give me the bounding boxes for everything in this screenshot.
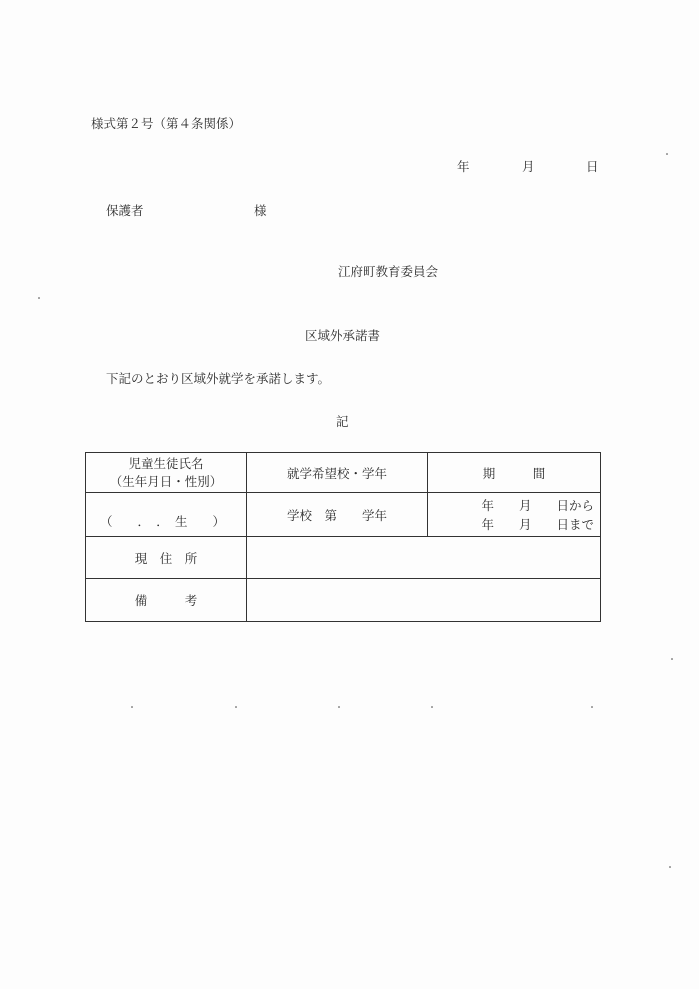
ki-label: 記 <box>336 414 349 429</box>
header-period: 期 間 <box>482 465 546 481</box>
table-header-row <box>86 453 601 493</box>
scan-speck <box>669 866 671 868</box>
document-title: 区域外承諾書 <box>305 328 381 343</box>
header-student-name: 児童生徒氏名 <box>128 455 204 471</box>
addressee-label: 保護者 <box>106 203 144 218</box>
date-month-label: 月 <box>522 159 535 174</box>
header-period-cell <box>428 453 601 493</box>
address-label: 現 住 所 <box>134 550 198 566</box>
scan-speck <box>338 706 340 708</box>
form-number: 様式第２号（第４条関係） <box>91 116 242 131</box>
period-cell[interactable] <box>428 493 601 537</box>
issuer-name: 江府町教育委員会 <box>338 264 439 279</box>
scan-speck <box>671 658 673 660</box>
remarks-label-cell <box>86 579 247 622</box>
address-row <box>86 537 601 579</box>
remarks-row <box>86 579 601 622</box>
student-birth-cell[interactable] <box>86 493 247 537</box>
scan-speck <box>431 706 433 708</box>
remarks-value-cell[interactable] <box>247 579 601 622</box>
birth-placeholder: （ ． ． 生 ） <box>100 514 226 529</box>
header-student-name-cell <box>86 453 247 493</box>
date-day-label: 日 <box>586 159 599 174</box>
address-label-cell <box>86 537 247 579</box>
school-grade-placeholder: 学校 第 学年 <box>286 507 387 523</box>
scan-speck <box>38 297 40 299</box>
address-value-cell[interactable] <box>247 537 601 579</box>
body-text: 下記のとおり区域外就学を承諾します。 <box>106 371 331 386</box>
date-year-label: 年 <box>457 159 470 174</box>
scan-speck <box>666 153 668 155</box>
period-from: 年 月 日から <box>481 497 594 513</box>
header-school-grade-cell <box>247 453 428 493</box>
scan-speck <box>591 706 593 708</box>
table-data-row <box>86 493 601 537</box>
school-grade-cell[interactable] <box>247 493 428 537</box>
period-to: 年 月 日まで <box>481 516 594 532</box>
approval-table <box>85 452 601 622</box>
scan-speck <box>131 706 133 708</box>
addressee-suffix: 様 <box>254 203 267 218</box>
header-birth-gender: （生年月日・性別） <box>109 473 223 489</box>
remarks-label: 備 考 <box>134 593 198 608</box>
header-school-grade: 就学希望校・学年 <box>286 465 387 481</box>
scan-speck <box>235 706 237 708</box>
